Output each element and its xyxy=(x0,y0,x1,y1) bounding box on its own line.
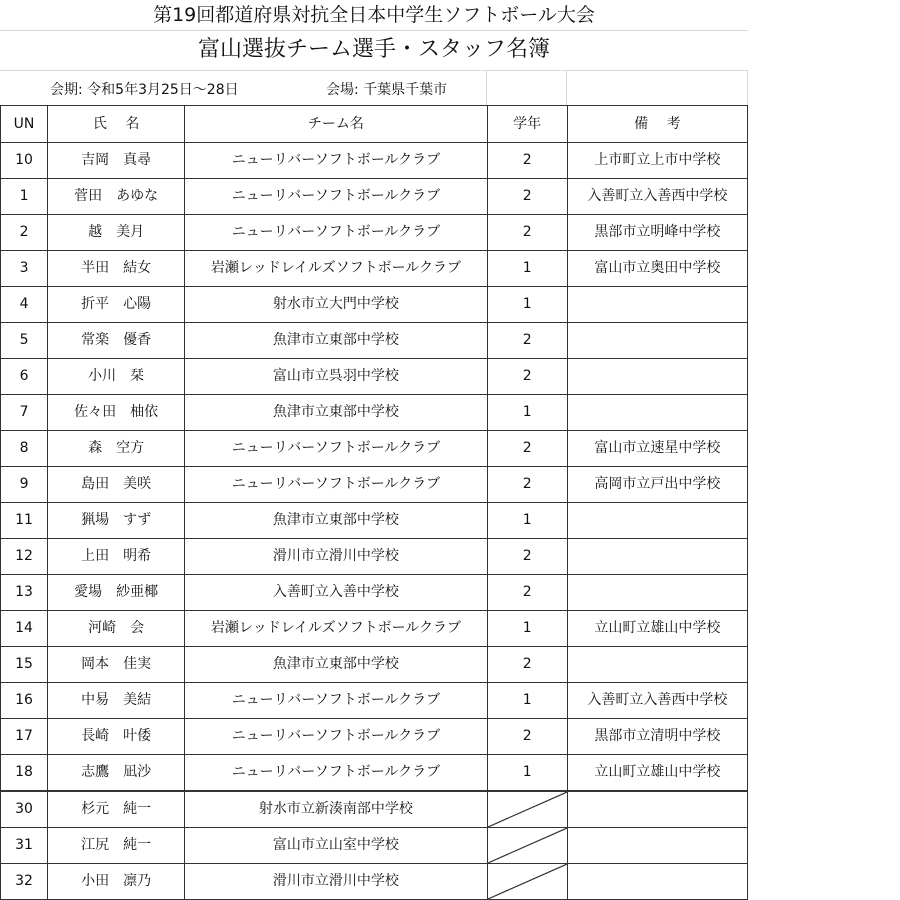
player-un: 9 xyxy=(1,467,48,503)
header-name: 氏 名 xyxy=(48,106,185,143)
player-row xyxy=(1,359,748,395)
player-name: 森 空方 xyxy=(48,431,185,467)
player-un: 6 xyxy=(1,359,48,395)
player-team: 富山市立呉羽中学校 xyxy=(185,359,487,395)
player-note xyxy=(567,359,747,395)
player-name: 折平 心陽 xyxy=(48,287,185,323)
staff-name: 小田 凛乃 xyxy=(48,864,185,900)
player-note: 富山市立奥田中学校 xyxy=(567,251,747,287)
divider xyxy=(747,70,748,105)
player-row xyxy=(1,719,748,755)
staff-note xyxy=(567,791,747,828)
diagonal-slash xyxy=(488,864,567,899)
player-team: ニューリバーソフトボールクラブ xyxy=(185,215,487,251)
player-row xyxy=(1,683,748,719)
divider xyxy=(486,70,487,105)
staff-row xyxy=(1,828,748,864)
staff-un: 32 xyxy=(1,864,48,900)
header-note: 備 考 xyxy=(567,106,747,143)
player-grade: 1 xyxy=(487,287,567,323)
player-un: 16 xyxy=(1,683,48,719)
divider xyxy=(566,70,567,105)
player-note xyxy=(567,539,747,575)
staff-row xyxy=(1,864,748,900)
player-un: 15 xyxy=(1,647,48,683)
player-team: 岩瀬レッドレイルズソフトボールクラブ xyxy=(185,251,487,287)
player-note: 入善町立入善西中学校 xyxy=(567,683,747,719)
player-note: 入善町立入善西中学校 xyxy=(567,179,747,215)
player-team: ニューリバーソフトボールクラブ xyxy=(185,179,487,215)
player-note xyxy=(567,647,747,683)
diagonal-slash xyxy=(488,828,567,863)
player-team: 魚津市立東部中学校 xyxy=(185,647,487,683)
staff-un: 30 xyxy=(1,791,48,828)
player-grade: 1 xyxy=(487,683,567,719)
player-row xyxy=(1,647,748,683)
player-note: 黒部市立清明中学校 xyxy=(567,719,747,755)
header-grade: 学年 xyxy=(487,106,567,143)
player-note: 立山町立雄山中学校 xyxy=(567,755,747,792)
player-row xyxy=(1,611,748,647)
player-team: 滑川市立滑川中学校 xyxy=(185,539,487,575)
player-grade: 1 xyxy=(487,251,567,287)
player-un: 13 xyxy=(1,575,48,611)
player-name: 岡本 佳実 xyxy=(48,647,185,683)
player-un: 12 xyxy=(1,539,48,575)
player-note xyxy=(567,323,747,359)
player-name: 菅田 あゆな xyxy=(48,179,185,215)
header-row xyxy=(1,106,748,143)
player-row xyxy=(1,539,748,575)
player-row xyxy=(1,575,748,611)
player-row xyxy=(1,431,748,467)
header-un: UN xyxy=(1,106,48,143)
player-team: ニューリバーソフトボールクラブ xyxy=(185,719,487,755)
player-un: 10 xyxy=(1,143,48,179)
player-row xyxy=(1,467,748,503)
player-name: 河崎 会 xyxy=(48,611,185,647)
player-team: 射水市立大門中学校 xyxy=(185,287,487,323)
player-un: 3 xyxy=(1,251,48,287)
player-team: ニューリバーソフトボールクラブ xyxy=(185,431,487,467)
player-row xyxy=(1,251,748,287)
venue-text: 会場: 千葉県千葉市 xyxy=(326,82,448,98)
header-team: チーム名 xyxy=(185,106,487,143)
player-team: ニューリバーソフトボールクラブ xyxy=(185,467,487,503)
player-row xyxy=(1,503,748,539)
player-team: 魚津市立東部中学校 xyxy=(185,395,487,431)
staff-name: 杉元 純一 xyxy=(48,791,185,828)
player-un: 11 xyxy=(1,503,48,539)
player-grade: 2 xyxy=(487,719,567,755)
player-un: 7 xyxy=(1,395,48,431)
staff-grade-slash xyxy=(487,791,567,828)
player-note xyxy=(567,395,747,431)
player-un: 18 xyxy=(1,755,48,792)
player-team: 岩瀬レッドレイルズソフトボールクラブ xyxy=(185,611,487,647)
player-row xyxy=(1,179,748,215)
player-un: 2 xyxy=(1,215,48,251)
player-un: 17 xyxy=(1,719,48,755)
player-grade: 1 xyxy=(487,755,567,792)
player-name: 常楽 優香 xyxy=(48,323,185,359)
player-row xyxy=(1,323,748,359)
player-name: 愛場 紗亜椰 xyxy=(48,575,185,611)
player-name: 佐々田 柚依 xyxy=(48,395,185,431)
player-row xyxy=(1,287,748,323)
player-name: 上田 明希 xyxy=(48,539,185,575)
player-un: 8 xyxy=(1,431,48,467)
player-grade: 1 xyxy=(487,611,567,647)
roster-subtitle: 富山選抜チーム選手・スタッフ名簿 xyxy=(0,30,748,71)
player-name: 島田 美咲 xyxy=(48,467,185,503)
staff-team: 滑川市立滑川中学校 xyxy=(185,864,487,900)
player-grade: 2 xyxy=(487,215,567,251)
player-team: 入善町立入善中学校 xyxy=(185,575,487,611)
player-note: 黒部市立明峰中学校 xyxy=(567,215,747,251)
player-grade: 2 xyxy=(487,431,567,467)
player-team: ニューリバーソフトボールクラブ xyxy=(185,143,487,179)
staff-grade-slash xyxy=(487,864,567,900)
player-un: 14 xyxy=(1,611,48,647)
player-note: 富山市立速星中学校 xyxy=(567,431,747,467)
player-un: 5 xyxy=(1,323,48,359)
staff-team: 射水市立新湊南部中学校 xyxy=(185,791,487,828)
player-note xyxy=(567,287,747,323)
player-note: 立山町立雄山中学校 xyxy=(567,611,747,647)
player-un: 4 xyxy=(1,287,48,323)
staff-note xyxy=(567,864,747,900)
staff-row xyxy=(1,791,748,828)
player-note xyxy=(567,503,747,539)
player-name: 小川 栞 xyxy=(48,359,185,395)
player-grade: 1 xyxy=(487,503,567,539)
player-un: 1 xyxy=(1,179,48,215)
player-team: ニューリバーソフトボールクラブ xyxy=(185,683,487,719)
tournament-title: 第19回都道府県対抗全日本中学生ソフトボール大会 xyxy=(0,0,748,31)
staff-name: 江尻 純一 xyxy=(48,828,185,864)
player-grade: 2 xyxy=(487,179,567,215)
staff-un: 31 xyxy=(1,828,48,864)
diagonal-slash xyxy=(488,792,567,827)
player-row xyxy=(1,395,748,431)
player-name: 中易 美結 xyxy=(48,683,185,719)
player-name: 猟場 すず xyxy=(48,503,185,539)
player-row xyxy=(1,143,748,179)
player-row xyxy=(1,215,748,251)
player-grade: 2 xyxy=(487,359,567,395)
player-row xyxy=(1,755,748,792)
roster-table xyxy=(0,105,748,900)
player-name: 越 美月 xyxy=(48,215,185,251)
player-name: 長崎 叶倭 xyxy=(48,719,185,755)
player-team: 魚津市立東部中学校 xyxy=(185,503,487,539)
staff-grade-slash xyxy=(487,828,567,864)
period-text: 会期: 令和5年3月25日～28日 xyxy=(50,82,239,98)
player-grade: 2 xyxy=(487,539,567,575)
player-grade: 2 xyxy=(487,323,567,359)
player-grade: 2 xyxy=(487,647,567,683)
player-name: 半田 結女 xyxy=(48,251,185,287)
player-note: 上市町立上市中学校 xyxy=(567,143,747,179)
staff-team: 富山市立山室中学校 xyxy=(185,828,487,864)
staff-note xyxy=(567,828,747,864)
player-grade: 2 xyxy=(487,467,567,503)
player-grade: 2 xyxy=(487,143,567,179)
info-row xyxy=(0,70,748,105)
player-name: 吉岡 真尋 xyxy=(48,143,185,179)
player-grade: 2 xyxy=(487,575,567,611)
player-note: 高岡市立戸出中学校 xyxy=(567,467,747,503)
player-grade: 1 xyxy=(487,395,567,431)
player-team: ニューリバーソフトボールクラブ xyxy=(185,755,487,792)
player-team: 魚津市立東部中学校 xyxy=(185,323,487,359)
player-name: 志鷹 凪沙 xyxy=(48,755,185,792)
player-note xyxy=(567,575,747,611)
